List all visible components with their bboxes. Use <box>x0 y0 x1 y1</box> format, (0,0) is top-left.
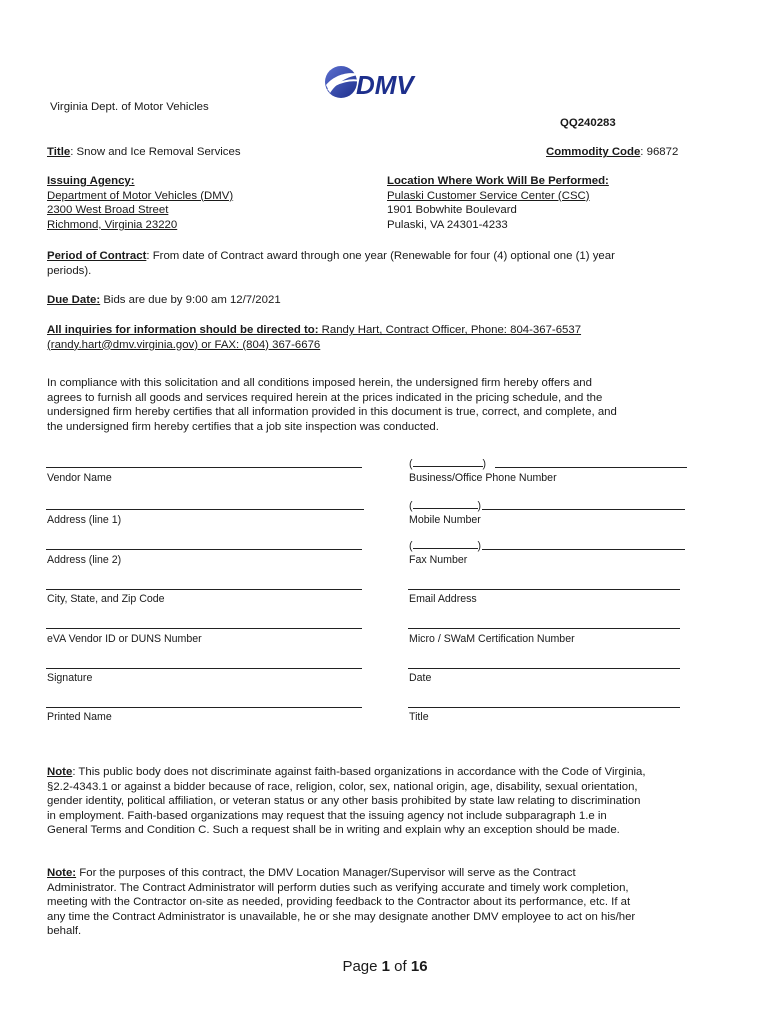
title-line <box>47 145 241 160</box>
note-text: behalf. <box>47 925 82 938</box>
due-label: Due Date: <box>47 294 101 306</box>
city-state-zip-label: City, State, and Zip Code <box>47 593 165 605</box>
period-text-cont: periods). <box>47 264 92 277</box>
mobile-field[interactable] <box>482 509 685 510</box>
fax-prefix: ( ) <box>409 540 482 552</box>
eva-vendor-id-field[interactable] <box>46 628 362 629</box>
inquiries-label: All inquiries for information should be directed to: <box>47 324 319 336</box>
note-text: gender identity, political affiliation, or veteran status or any other basis prohibited by state law relating to discrimination <box>47 795 641 808</box>
commodity-line <box>546 145 678 160</box>
fax-field[interactable] <box>482 549 685 550</box>
email-field[interactable] <box>408 589 680 590</box>
vendor-name-field[interactable] <box>46 467 362 468</box>
issuing-line: Richmond, Virginia 23220 <box>47 218 178 231</box>
title-value: : Snow and Ice Removal Services <box>70 146 241 158</box>
issuing-line: Department of Motor Vehicles (DMV) <box>47 189 234 202</box>
address-line1-label: Address (line 1) <box>47 514 122 526</box>
note-text: For the purposes of this contract, the DMV Location Manager/Supervisor will serve as the Contract <box>76 867 576 879</box>
issuing-heading: Issuing Agency: <box>47 175 135 187</box>
period-text: : From date of Contract award through one year (Renewable for four (4) optional one (1) year <box>146 250 615 262</box>
note-text: General Terms and Condition C. Such a request shall be in writing and explain why an exception should be made. <box>47 824 620 837</box>
agency-name: Virginia Dept. of Motor Vehicles <box>50 101 209 113</box>
dmv-swoosh-icon <box>322 63 440 101</box>
commodity-value: : 96872 <box>640 146 679 158</box>
date-field[interactable] <box>408 668 680 669</box>
issuing-line: 2300 West Broad Street <box>47 204 169 217</box>
compliance-line: In compliance with this solicitation and all conditions imposed herein, the undersigned firm hereby offers and <box>47 377 592 389</box>
title-label: Title <box>47 146 71 158</box>
dmv-logo <box>322 63 440 101</box>
office-phone-field[interactable] <box>495 467 687 468</box>
page-number: Page 1 of 16 <box>342 958 428 975</box>
period-of-contract <box>47 249 615 278</box>
mobile-label: Mobile Number <box>409 514 481 526</box>
compliance-line: agrees to furnish all goods and services required herein at the prices indicated in the pricing schedule, and the <box>47 391 603 404</box>
work-location <box>387 174 609 232</box>
note-text: in employment. Faith-based organizations may request that the issuing agency not include subparagraph 1.e in <box>47 809 607 822</box>
phone-prefix: ( ) <box>409 458 487 470</box>
note-nondiscrimination <box>47 765 646 838</box>
location-line: 1901 Bobwhite Boulevard <box>387 204 517 217</box>
office-phone-label: Business/Office Phone Number <box>409 472 557 484</box>
signature-label: Signature <box>47 672 93 684</box>
compliance-statement <box>47 376 617 434</box>
address-line2-field[interactable] <box>46 549 362 550</box>
location-heading: Location Where Work Will Be Performed: <box>387 175 609 187</box>
period-label: Period of Contract <box>47 250 147 262</box>
city-state-zip-field[interactable] <box>46 589 362 590</box>
fax-label: Fax Number <box>409 554 468 566</box>
location-line: Pulaski, VA 24301-4233 <box>387 218 508 231</box>
logo-text: DMV <box>356 70 414 100</box>
inquiries-contact: Randy Hart, Contract Officer, Phone: 804-367-6537 <box>318 324 582 336</box>
note-text: Administrator. The Contract Administrator will perform duties such as verifying accurate and timely work completion, <box>47 881 629 894</box>
note-contract-administrator <box>47 866 635 939</box>
address-line2-label: Address (line 2) <box>47 554 122 566</box>
address-line1-field[interactable] <box>46 509 364 510</box>
eva-vendor-id-label: eVA Vendor ID or DUNS Number <box>47 633 202 645</box>
signature-field[interactable] <box>46 668 362 669</box>
title-label-field: Title <box>409 711 429 723</box>
title-field[interactable] <box>408 707 680 708</box>
due-date <box>47 293 281 308</box>
note-text: : This public body does not discriminate against faith-based organizations in accordance with the Code of Virginia, <box>72 766 646 778</box>
issuing-agency <box>47 174 233 232</box>
reference-number: QQ240283 <box>560 117 616 129</box>
note-text: §2.2-4343.1 or against a bidder because of race, religion, color, sex, national origin, age, disability, sexual orientation, <box>47 780 638 793</box>
due-value: Bids are due by 9:00 am 12/7/2021 <box>100 294 281 306</box>
swam-cert-label: Micro / SWaM Certification Number <box>409 633 575 645</box>
compliance-line: undersigned firm hereby certifies that all information provided in this document is true, correct, and complete, and <box>47 406 617 419</box>
location-line: Pulaski Customer Service Center (CSC) <box>387 189 590 202</box>
printed-name-label: Printed Name <box>47 711 112 723</box>
commodity-label: Commodity Code <box>546 146 641 158</box>
mobile-prefix: ( ) <box>409 500 482 512</box>
date-label: Date <box>409 672 432 684</box>
inquiries <box>47 323 581 352</box>
vendor-name-label: Vendor Name <box>47 472 112 484</box>
inquiries-email-fax[interactable]: (randy.hart@dmv.virginia.gov) or FAX: (804) 367-6676 <box>47 338 321 351</box>
note-text: meeting with the Contractor on-site as needed, providing feedback to the Contractor about its performance, etc. If at <box>47 896 631 909</box>
printed-name-field[interactable] <box>46 707 362 708</box>
note-label: Note: <box>47 867 77 879</box>
note-text: any time the Contract Administrator is unavailable, he or she may designate another DMV employee to act on his/her <box>47 910 636 923</box>
swam-cert-field[interactable] <box>408 628 680 629</box>
compliance-line: the undersigned firm hereby certifies that a job site inspection was conducted. <box>47 420 439 433</box>
email-label: Email Address <box>409 593 477 605</box>
note-label: Note <box>47 766 73 778</box>
